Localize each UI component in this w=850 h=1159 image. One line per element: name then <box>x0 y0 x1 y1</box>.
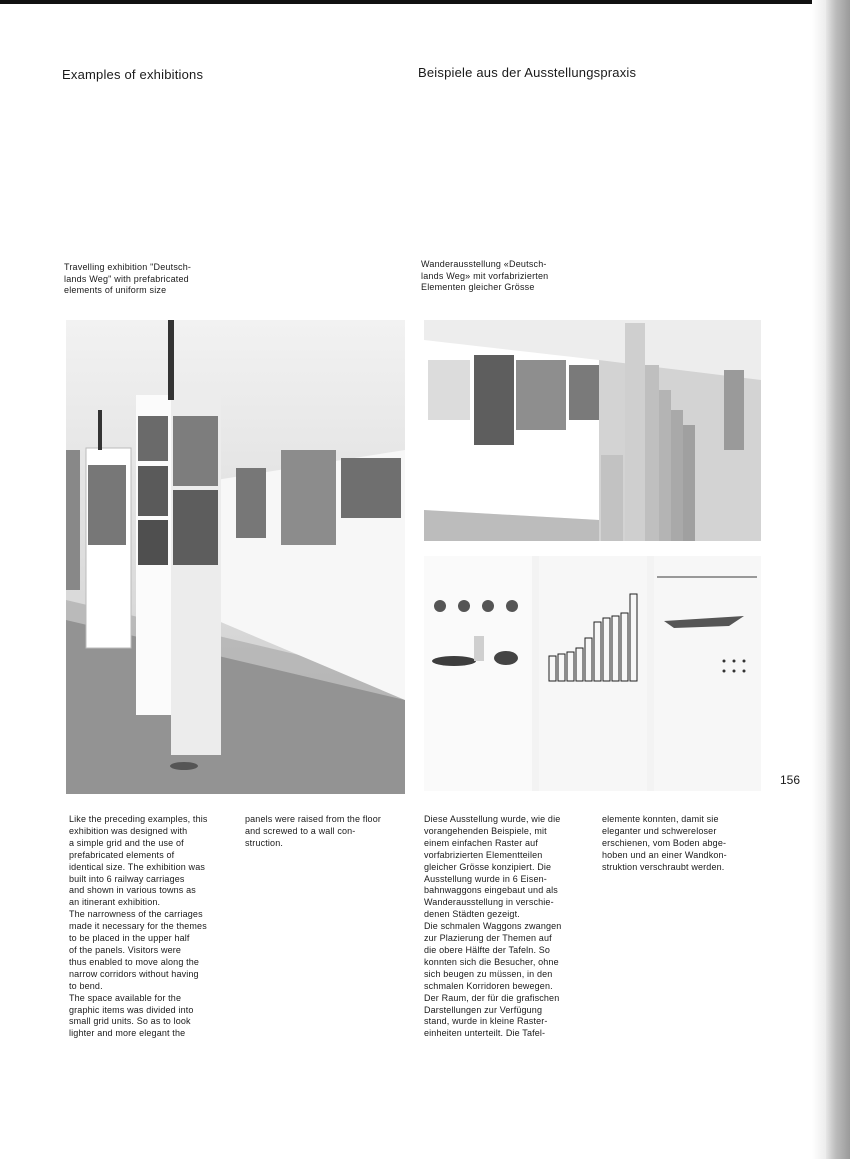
text-line: hoben und an einer Wandkon- <box>602 849 727 860</box>
text-line: einem einfachen Raster auf <box>424 837 538 848</box>
text-line: identical size. The exhibition was <box>69 861 206 872</box>
text-line: an itinerant exhibition. <box>69 897 161 908</box>
caption-line: lands Weg» mit vorfabrizierten <box>421 270 549 281</box>
text-line: stand, wurde in kleine Raster- <box>424 1016 548 1027</box>
caption-line: elements of uniform size <box>64 285 167 295</box>
body-english-column-2 <box>245 814 415 850</box>
text-line: Darstellungen zur Verfügung <box>424 1004 543 1015</box>
text-line: Die schmalen Waggons zwangen <box>424 921 562 932</box>
text-line: Der Raum, der für die grafischen <box>424 992 560 1003</box>
text-line: Like the preceding examples, this <box>69 814 208 824</box>
text-line: Diese Ausstellung wurde, wie die <box>424 814 561 824</box>
text-line: lighter and more elegant the <box>69 1028 186 1039</box>
heading-german: Beispiele aus der Ausstellungspraxis <box>418 65 637 80</box>
text-line: sich beugen zu müssen, in den <box>424 968 553 979</box>
text-line: of the panels. Visitors were <box>69 944 182 955</box>
page-top-edge <box>0 0 850 4</box>
text-line: vorangehenden Beispiele, mit <box>424 825 547 836</box>
text-line: Wanderausstellung in verschie- <box>424 897 554 908</box>
text-line: gleicher Grösse konzipiert. Die <box>424 861 552 872</box>
text-line: graphic items was divided into <box>69 1004 194 1015</box>
caption-line: Wanderausstellung «Deutsch- <box>421 259 547 269</box>
text-line: to be placed in the upper half <box>69 933 190 944</box>
heading-english: Examples of exhibitions <box>62 67 204 82</box>
text-line: exhibition was designed with <box>69 825 188 836</box>
text-line: erschienen, vom Boden abge- <box>602 837 727 848</box>
text-line: to bend. <box>69 980 103 991</box>
exhibition-photo-columns <box>424 320 761 541</box>
caption-line: Travelling exhibition "Deutsch- <box>64 262 192 272</box>
caption-line: Elementen gleicher Grösse <box>421 282 535 292</box>
text-line: The narrowness of the carriages <box>69 909 203 920</box>
caption-line: lands Weg" with prefabricated <box>64 273 189 284</box>
text-line: denen Städten gezeigt. <box>424 909 520 920</box>
text-line: and shown in various towns as <box>69 885 196 896</box>
text-line: a simple grid and the use of <box>69 837 184 848</box>
text-line: built into 6 railway carriages <box>69 873 185 884</box>
text-line: The space available for the <box>69 992 182 1003</box>
text-line: Ausstellung wurde in 6 Eisen- <box>424 873 547 884</box>
text-line: thus enabled to move along the <box>69 956 200 967</box>
page-number: 156 <box>780 773 801 787</box>
text-line: narrow corridors without having <box>69 968 199 979</box>
text-line: and screwed to a wall con- <box>245 825 356 836</box>
exhibition-photo-pillar <box>66 320 405 794</box>
text-line: bahnwaggons eingebaut und als <box>424 885 558 896</box>
text-line: einheiten unterteilt. Die Tafel- <box>424 1028 546 1039</box>
body-german-column-2 <box>602 814 774 874</box>
text-line: eleganter und schwereloser <box>602 825 717 836</box>
text-line: made it necessary for the themes <box>69 921 207 932</box>
text-line: panels were raised from the floor <box>245 814 382 824</box>
page-fold-shadow <box>812 0 826 1159</box>
text-line: konnten sich die Besucher, ohne <box>424 956 559 967</box>
body-german-column-1 <box>424 814 596 1040</box>
exhibition-graphic-panels <box>424 556 761 791</box>
text-line: schmalen Korridoren bewegen. <box>424 980 553 991</box>
text-line: struction. <box>245 837 284 848</box>
caption-german <box>421 259 548 294</box>
page-edge <box>826 0 850 1159</box>
text-line: vorfabrizierten Elementteilen <box>424 849 543 860</box>
text-line: small grid units. So as to look <box>69 1016 191 1027</box>
caption-english <box>64 262 191 297</box>
text-line: struktion verschraubt werden. <box>602 861 725 872</box>
text-line: die obere Hälfte der Tafeln. So <box>424 944 551 955</box>
text-line: prefabricated elements of <box>69 849 175 860</box>
text-line: elemente konnten, damit sie <box>602 814 719 824</box>
text-line: zur Plazierung der Themen auf <box>424 933 552 944</box>
body-english-column-1 <box>69 814 239 1040</box>
